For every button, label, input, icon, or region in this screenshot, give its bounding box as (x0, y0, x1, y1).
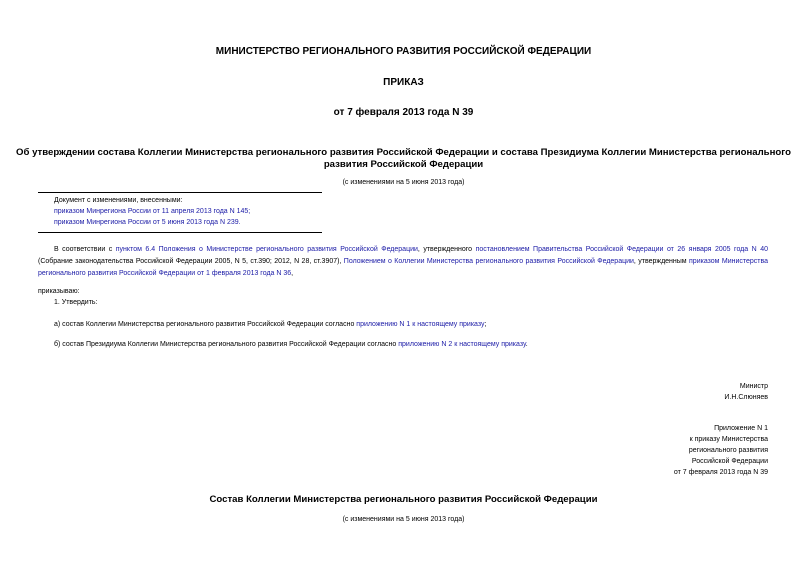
document-date: от 7 февраля 2013 года N 39 (333, 107, 474, 118)
preamble-text-1: В соответствии с (54, 246, 116, 253)
item-a (54, 321, 486, 328)
changes-bottom-rule (38, 232, 322, 233)
item-1-approve: 1. Утвердить: (54, 299, 98, 306)
appendix-line-5: от 7 февраля 2013 года N 39 (673, 469, 768, 476)
link-regulation-6-4[interactable]: пунктом 6.4 Положения о Министерстве регионального развития Российской Федерации (115, 246, 418, 253)
item-a-text: а) состав Коллегии Министерства регионального развития Российской Федерации согласно (54, 321, 357, 328)
preamble-text-5: , (291, 270, 294, 277)
appendix-line-1: Приложение N 1 (714, 425, 768, 432)
changes-heading: Документ с изменениями, внесенными: (54, 197, 183, 204)
item-a-end: ; (484, 321, 487, 328)
preamble-text-2: , утвержденного (417, 246, 476, 253)
link-order-36[interactable]: приказом Министерства регионального развития Российской Федерации от 1 февраля 2013 года N 36 (38, 258, 769, 277)
link-collegium-regulation[interactable]: Положением о Коллегии Министерства регионального развития Российской Федерации (343, 258, 634, 265)
link-appendix-2[interactable]: приложению N 2 к настоящему приказу (398, 341, 526, 348)
signature-position: Министр (739, 383, 768, 390)
document-title-line2: развития Российской Федерации (323, 159, 484, 170)
appendix-amended-note: (с изменениями на 5 июня 2013 года) (342, 516, 465, 523)
item-b-end: . (525, 341, 528, 348)
signature-name: И.Н.Слюняев (724, 394, 768, 401)
appendix-header (674, 423, 768, 478)
preamble-text-4: , утвержденным (633, 258, 690, 265)
item-b (54, 341, 528, 348)
preamble-paragraph (38, 244, 768, 280)
appendix-title: Состав Коллегии Министерства регионального развития Российской Федерации (209, 494, 598, 505)
signature-block (724, 381, 768, 403)
appendix-line-4: Российской Федерации (691, 458, 768, 465)
change-link-2[interactable]: приказом Минрегиона России от 5 июня 2013 года N 239. (54, 219, 241, 226)
changes-top-rule (38, 192, 322, 193)
appendix-line-2: к приказу Министерства (689, 436, 768, 443)
document-title-line1: Об утверждении состава Коллегии Министерства регионального развития Российской Федерации и состава Президиума Коллегии Министерства регионального (16, 147, 791, 158)
prikazyvayu: приказываю: (38, 288, 80, 295)
change-link-1[interactable]: приказом Минрегиона России от 11 апреля 2013 года N 145; (54, 208, 251, 215)
item-b-text: б) состав Президиума Коллегии Министерства регионального развития Российской Федерации согласно (54, 341, 399, 348)
ministry-heading: МИНИСТЕРСТВО РЕГИОНАЛЬНОГО РАЗВИТИЯ РОССИЙСКОЙ ФЕДЕРАЦИИ (215, 46, 592, 57)
link-appendix-1[interactable]: приложению N 1 к настоящему приказу (356, 321, 485, 328)
link-government-decree-40[interactable]: постановлением Правительства Российской Федерации от 26 января 2005 года N 40 (475, 246, 769, 253)
preamble-text-3: (Собрание законодательства Российской Федерации 2005, N 5, ст.390; 2012, N 28, ст.3907), (38, 258, 344, 265)
document-type: ПРИКАЗ (383, 77, 424, 88)
appendix-line-3: регионального развития (688, 447, 768, 454)
amended-note: (с изменениями на 5 июня 2013 года) (342, 179, 465, 186)
